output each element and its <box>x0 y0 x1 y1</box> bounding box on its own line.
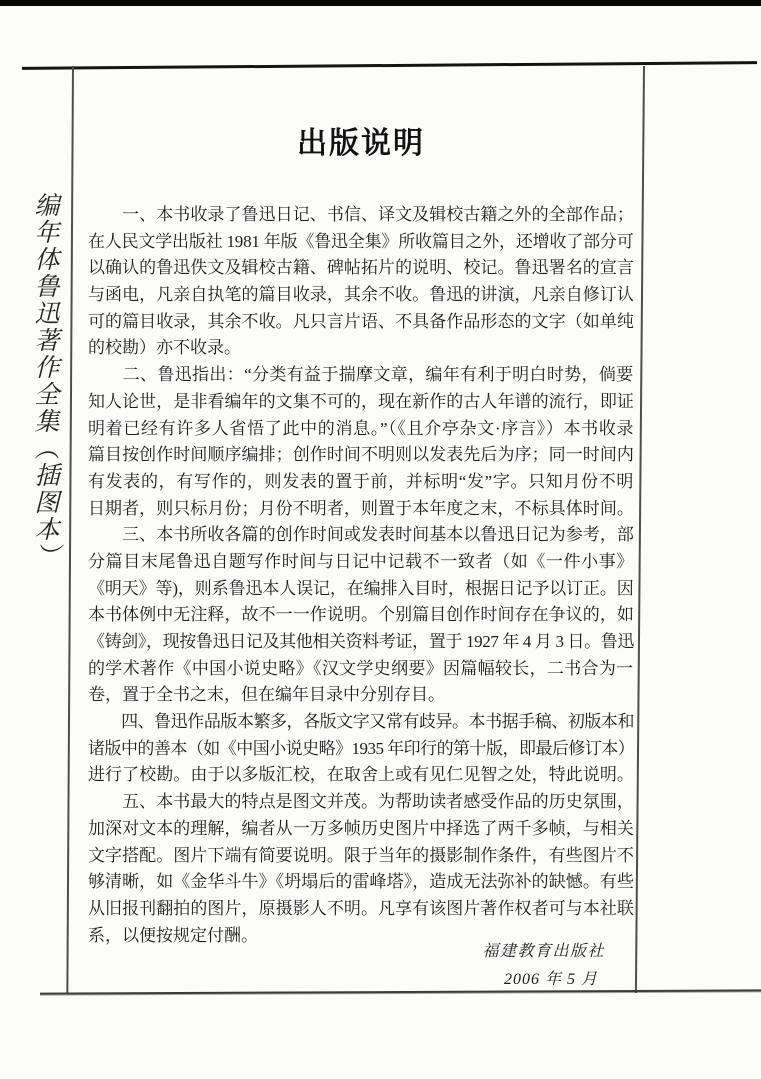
body-line: 篇目按创作时间顺序编排；创作时间不明则以发表先后为序；同一时间内 <box>88 445 634 465</box>
top-rule <box>22 61 757 70</box>
publisher-signature: 福建教育出版社 <box>482 943 605 960</box>
body-line: 的学术著作《中国小说史略》《汉文学史纲要》因篇幅较长，二书合为一 <box>88 658 634 678</box>
spine-title: 编年体鲁迅著作全集（插图本） <box>31 192 58 570</box>
body-line: 进行了校勘。由于以多版汇校，在取舍上或有见仁见智之处，特此说明。 <box>88 765 634 785</box>
body-line: 明着已经有许多人省悟了此中的消息。”（《且介亭杂文·序言》）本书收录 <box>88 418 635 438</box>
body-line: 知人论世，是非看编年的文集不可的，现在新作的古人年谱的流行，即证 <box>88 391 634 411</box>
body-line: 《铸剑》，现按鲁迅日记及其他相关资料考证，置于 1927 年 4 月 3 日。鲁迅 <box>88 632 634 651</box>
body-line: 卷，置于全书之末，但在编年目录中分别存目。 <box>88 685 445 705</box>
body-line: 文字搭配。图片下端有简要说明。限于当年的摄影制作条件，有些图片不 <box>88 845 634 865</box>
body-line: 二、鲁迅指出：“分类有益于揣摩文章，编年有利于明白时势，倘要 <box>88 365 634 385</box>
body-line: 够清晰，如《金华斗牛》《坍塌后的雷峰塔》，造成无法弥补的缺憾。有些 <box>88 872 634 892</box>
right-rule <box>635 66 645 993</box>
body-line: 的校勘）亦不收录。 <box>88 338 241 358</box>
body-line: 从旧报刊翻拍的图片，原摄影人不明。凡享有该图片著作权者可与本社联 <box>88 898 634 918</box>
scan-edge-bar <box>0 0 761 6</box>
left-rule <box>66 66 73 993</box>
publish-date: 2006 年 5 月 <box>503 971 598 988</box>
body-line: 日期者，则只标月份；月份不明者，则置于本年度之末，不标具体时间。 <box>88 498 634 518</box>
body-line: 诸版中的善本（如《中国小说史略》1935 年印行的第十版，即最后修订本） <box>88 738 635 758</box>
signature-block <box>88 938 634 994</box>
body-line: 分篇目末尾鲁迅自题写作时间与日记中记载不一致者（如《一件小事》 <box>88 551 634 571</box>
body-line: 加深对文本的理解，编者从一万多帧历史图片中择选了两千多帧，与相关 <box>88 818 634 838</box>
body-line: 本书体例中无注释，故不一一作说明。个别篇目创作时间存在争议的，如 <box>88 605 634 625</box>
body-line: 可的篇目收录，其余不收。凡只言片语、不具备作品形态的文字（如单纯 <box>88 311 634 331</box>
page-title: 出版说明 <box>297 127 425 160</box>
body-line: 有发表的，有写作的，则发表的置于前，并标明“发”字。只知月份不明 <box>88 471 635 491</box>
body-line: 五、本书最大的特点是图文并茂。为帮助读者感受作品的历史氛围， <box>88 792 634 812</box>
body-line: 系，以便按规定付酬。 <box>88 925 258 945</box>
body-text <box>88 202 634 949</box>
body-line: 四、鲁迅作品版本繁多，各版文字又常有歧异。本书据手稿、初版本和 <box>88 712 634 732</box>
body-line: 三、本书所收各篇的创作时间或发表时间基本以鲁迅日记为参考，部 <box>88 525 634 545</box>
body-line: 在人民文学出版社 1981 年版《鲁迅全集》所收篇目之外，还增收了部分可 <box>88 231 634 251</box>
body-line: 《明天》等)，则系鲁迅本人误记，在编排入目时，根据日记予以订正。因 <box>88 578 634 598</box>
body-line: 与函电，凡亲自执笔的篇目收录，其余不收。鲁迅的讲演，凡亲自修订认 <box>88 285 634 305</box>
body-line: 一、本书收录了鲁迅日记、书信、译文及辑校古籍之外的全部作品； <box>88 205 634 224</box>
body-line: 以确认的鲁迅佚文及辑校古籍、碑帖拓片的说明、校记。鲁迅署名的宣言 <box>88 258 634 278</box>
